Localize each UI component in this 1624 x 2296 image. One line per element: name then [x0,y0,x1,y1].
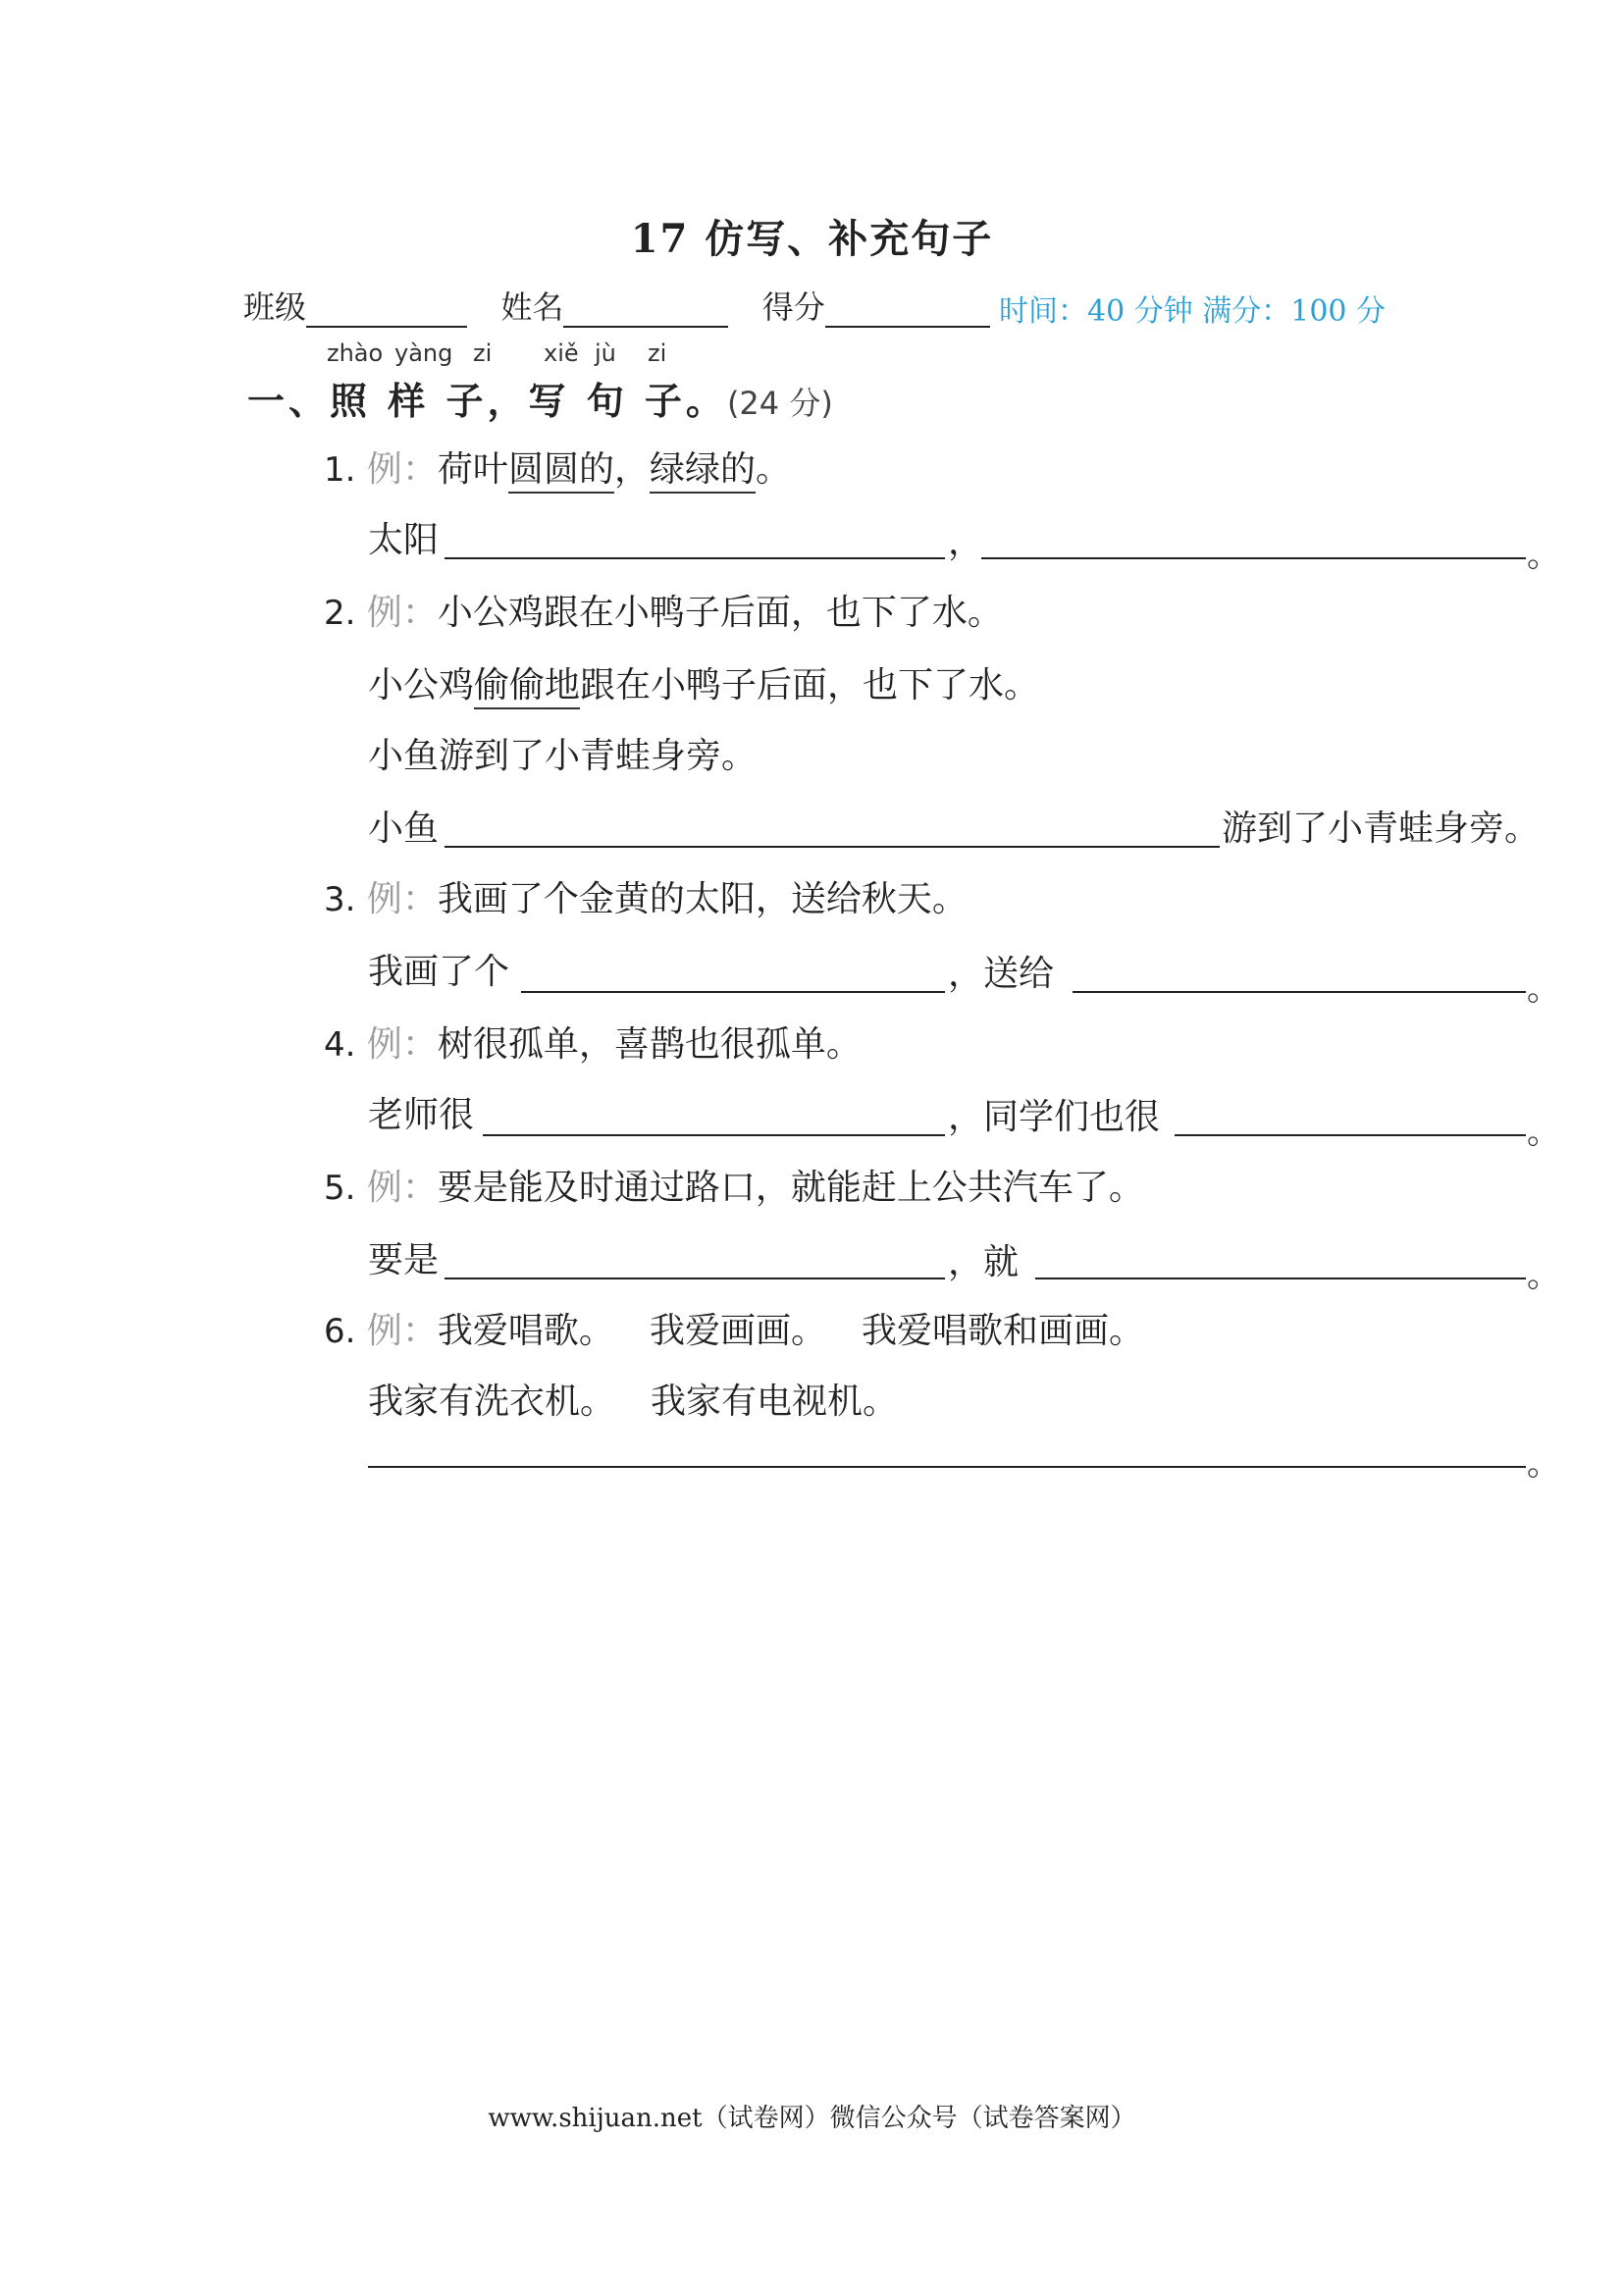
pinyin-zi-2: zi [648,339,667,367]
example-text: 小公鸡跟在小鸭子后面，也下了水。 [437,593,1003,633]
example-tag: 例： [366,1168,438,1208]
model-text: 跟在小鸭子后面，也下了水。 [580,665,1040,705]
example-text: 我爱唱歌和画画。 [861,1311,1144,1351]
question-3-example [324,871,968,921]
question-5-prefix: 要是 [368,1240,440,1280]
question-number: 5. [324,1169,356,1208]
underlined-word: 圆圆的 [508,449,614,494]
underlined-word: 绿绿的 [650,449,756,494]
question-4-example [324,1017,862,1067]
question-3-prefix: 我画了个 [368,952,510,992]
answer-middle: ，同学们也很 [948,1097,1161,1137]
example-tag: 例： [366,593,438,633]
answer-blank[interactable] [445,1278,945,1279]
example-tag: 例： [366,449,438,490]
example-text: 树很孤单，喜鹊也很孤单。 [437,1024,862,1065]
example-text: 。 [755,449,791,490]
time-info: 时间：40 分钟 满分：100 分 [999,294,1387,329]
section-prefix: 一、 [247,380,331,423]
question-number: 1. [324,450,356,490]
answer-blank[interactable] [368,1466,1526,1468]
model-text: 小公鸡 [368,665,475,705]
class-field[interactable] [306,292,467,328]
footer-text: www.shijuan.net（试卷网）微信公众号（试卷答案网） [488,2104,1136,2133]
question-number: 2. [324,594,356,633]
question-6-prompt [368,1374,898,1424]
answer-middle: ，送给 [948,954,1055,994]
sentence-end: 。 [1527,1256,1560,1295]
score-field[interactable] [825,292,990,328]
answer-blank[interactable] [981,557,1526,559]
header-info [243,283,990,328]
question-2-example [324,585,1003,635]
question-6-example [324,1303,1144,1353]
underlined-word: 偷偷地 [474,665,580,709]
sentence-end: 。 [1527,536,1560,575]
example-text: ， [613,449,650,490]
question-2-prompt: 小鱼游到了小青蛙身旁。 [368,736,758,776]
question-number: 3. [324,880,356,919]
question-5-example [324,1160,1144,1210]
sentence-end: 。 [1527,969,1560,1009]
sentence-end: 。 [1527,1444,1560,1484]
question-number: 4. [324,1025,356,1065]
answer-separator: ， [948,522,984,562]
example-text: 荷叶 [437,449,508,490]
answer-blank[interactable] [445,846,1220,848]
section-title: 照 样 子，写 句 子。 [330,380,727,423]
name-label: 姓名 [500,288,564,326]
example-text: 要是能及时通过路口，就能赶上公共汽车了。 [437,1168,1144,1208]
pinyin-yang: yàng [394,339,453,367]
prompt-text: 我家有电视机。 [651,1382,899,1422]
question-number: 6. [324,1312,356,1351]
answer-blank[interactable] [483,1134,945,1136]
pinyin-ju: jù [595,339,616,367]
example-tag: 例： [366,1311,438,1351]
name-field[interactable] [563,292,728,328]
example-text: 我爱画画。 [649,1311,826,1351]
answer-blank[interactable] [1073,991,1526,993]
pinyin-xie: xiě [544,339,579,367]
answer-suffix: 游到了小青蛙身旁。 [1222,809,1541,849]
score-label: 得分 [761,288,825,326]
answer-blank[interactable] [1175,1134,1526,1136]
question-1-prefix: 太阳 [368,520,440,560]
answer-blank[interactable] [1035,1278,1526,1279]
prompt-text: 我家有洗衣机。 [368,1382,616,1422]
class-label: 班级 [243,288,307,326]
pinyin-zhao: zhào [327,339,384,367]
section-heading [247,371,833,425]
example-tag: 例： [366,1024,438,1065]
answer-middle: ，就 [948,1242,1020,1282]
section-score: (24 分) [726,385,833,422]
example-text: 我画了个金黄的太阳，送给秋天。 [437,879,968,919]
example-tag: 例： [366,879,438,919]
question-2-prefix: 小鱼 [368,809,440,849]
example-text: 我爱唱歌。 [437,1311,614,1351]
question-4-prefix: 老师很 [368,1095,475,1135]
answer-blank[interactable] [445,557,945,559]
question-1-example [324,442,791,492]
sentence-end: 。 [1527,1113,1560,1152]
answer-blank[interactable] [521,991,945,993]
page-title: 17 仿写、补充句子 [630,216,994,262]
pinyin-zi: zi [473,339,493,367]
question-2-model [368,657,1039,707]
